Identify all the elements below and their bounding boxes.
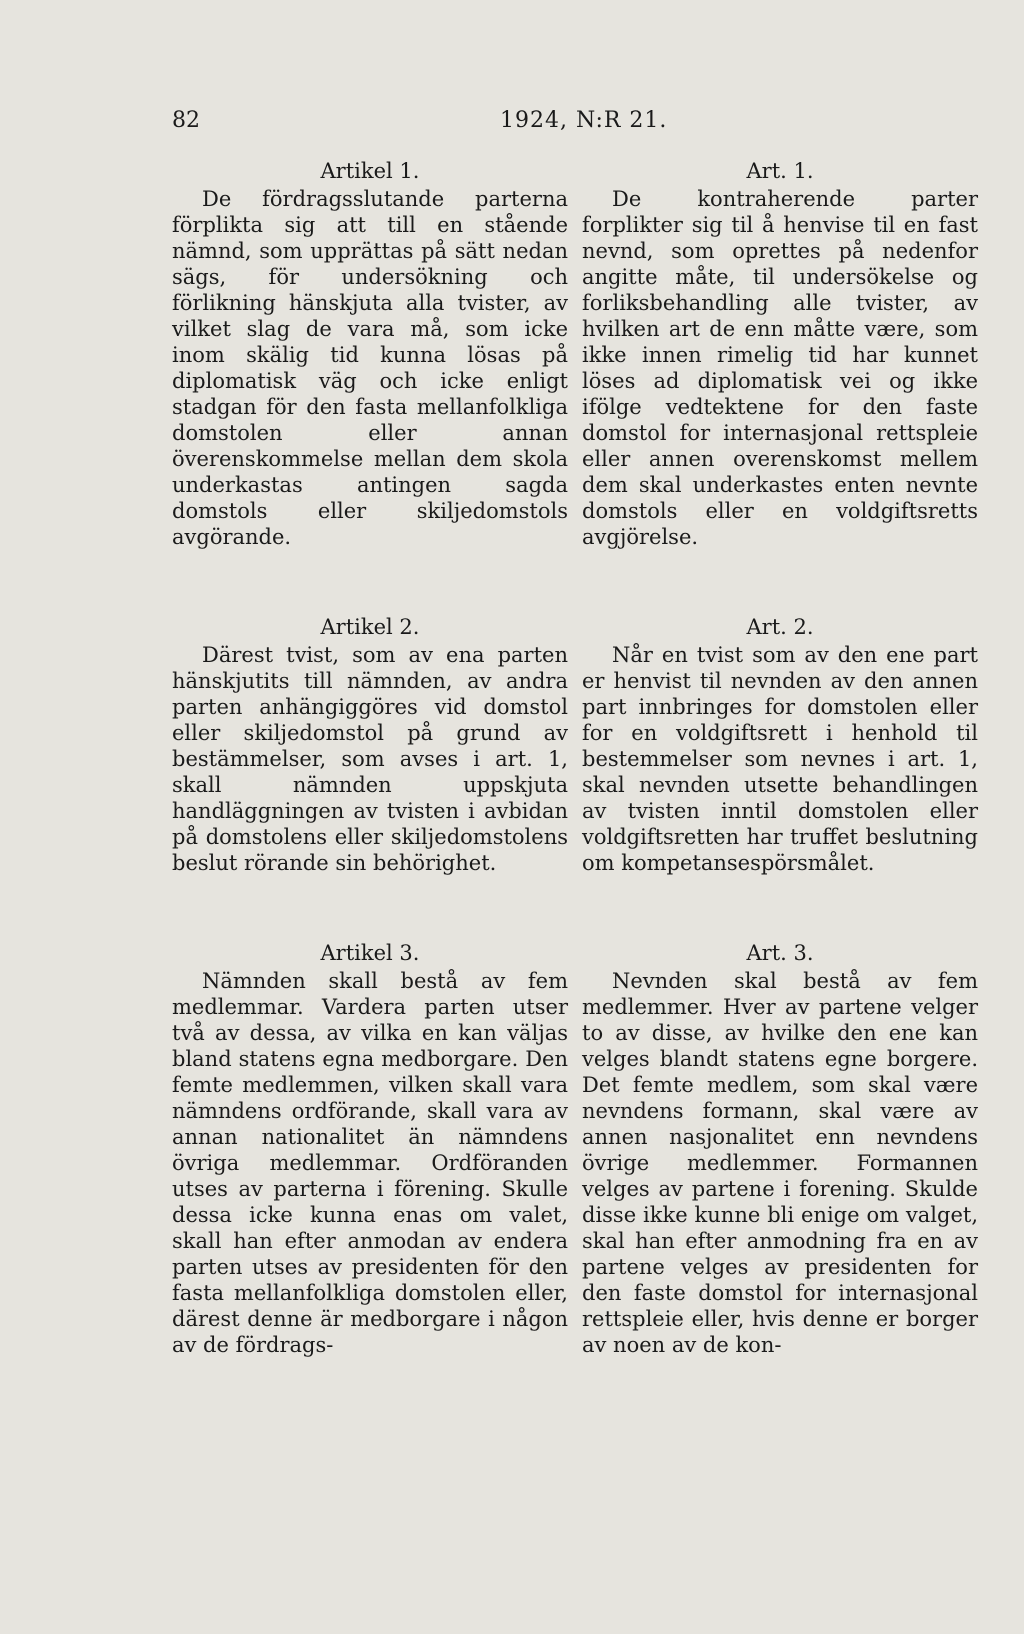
swedish-article-3 <box>172 940 568 1358</box>
article-text: Därest tvist, som av ena parten hänskjutits till nämnden, av andra parten anhängiggöres vid domstol eller skiljedomstol på grund av bestämmelser, som avses i art. 1, skall nämnden uppskjuta handläggningen av tvisten i avbidan på domstolens eller skiljedomstolens beslut rörande sin behörighet. <box>172 643 568 875</box>
article-heading: Art. 3. <box>746 941 814 965</box>
page-header <box>172 108 972 144</box>
article-heading: Artikel 2. <box>320 615 420 639</box>
article-text: De kontraherende parter forplikter sig til å henvise til en fast nevnd, som oprettes på nedenfor angitte måte, til undersökelse og forliksbehandling alle tvister, av hvilken art de enn måtte være, som ikke innen rimelig tid har kunnet löses ad diplomatisk vei og ikke ifölge vedtektene for den faste domstol for internasjonal rettspleie eller annen overenskomst mellem dem skal underkastes enten nevnte domstols eller en voldgiftsretts avgjörelse. <box>582 187 978 549</box>
article-heading: Artikel 1. <box>320 159 420 183</box>
norwegian-article-2 <box>582 614 978 876</box>
article-heading: Art. 1. <box>746 159 814 183</box>
norwegian-article-1 <box>582 158 978 550</box>
swedish-article-1 <box>172 158 568 550</box>
article-text: Nevnden skal bestå av fem medlemmer. Hver av partene velger to av disse, av hvilke den ene kan velges blandt statens egne borgere. Det femte medlem, som skal være nevndens formann, skal være av annen nasjonalitet enn nevndens övrige medlemmer. Formannen velges av partene i forening. Skulde disse ikke kunne bli enige om valget, skal han efter anmodning fra en av partene velges av presidenten for den faste domstol for internasjonal rettspleie eller, hvis denne er borger av noen av de kon- <box>582 969 978 1357</box>
article-heading: Art. 2. <box>746 615 814 639</box>
article-text: De fördragsslutande parterna förplikta sig att till en stående nämnd, som upprättas på sätt nedan sägs, för undersökning och förlikning hänskjuta alla tvister, av vilket slag de vara må, som icke inom skälig tid kunna lösas på diplomatisk väg och icke enligt stadgan för den fasta mellanfolkliga domstolen eller annan överenskommelse mellan dem skola underkastas antingen sagda domstols eller skiljedomstols avgörande. <box>172 187 568 549</box>
norwegian-article-3 <box>582 940 978 1358</box>
article-heading: Artikel 3. <box>320 941 420 965</box>
page-number: 82 <box>172 108 200 133</box>
running-head: 1924, N:R 21. <box>500 108 668 133</box>
swedish-article-2 <box>172 614 568 876</box>
article-text: Når en tvist som av den ene part er henvist til nevnden av den annen part innbringes for domstolen eller for en voldgiftsrett i henhold til bestemmelser som nevnes i art. 1, skal nevnden utsette behandlingen av tvisten inntil domstolen eller voldgiftsretten har truffet beslutning om kompetansespörsmålet. <box>582 643 978 875</box>
article-text: Nämnden skall bestå av fem medlemmar. Vardera parten utser två av dessa, av vilka en kan väljas bland statens egna medborgare. Den femte medlemmen, vilken skall vara nämndens ordförande, skall vara av annan nationalitet än nämndens övriga medlemmar. Ordföranden utses av parterna i förening. Skulle dessa icke kunna enas om valet, skall han efter anmodan av endera parten utses av presidenten för den fasta mellanfolkliga domstolen eller, därest denne är medborgare i någon av de fördrags- <box>172 969 568 1357</box>
